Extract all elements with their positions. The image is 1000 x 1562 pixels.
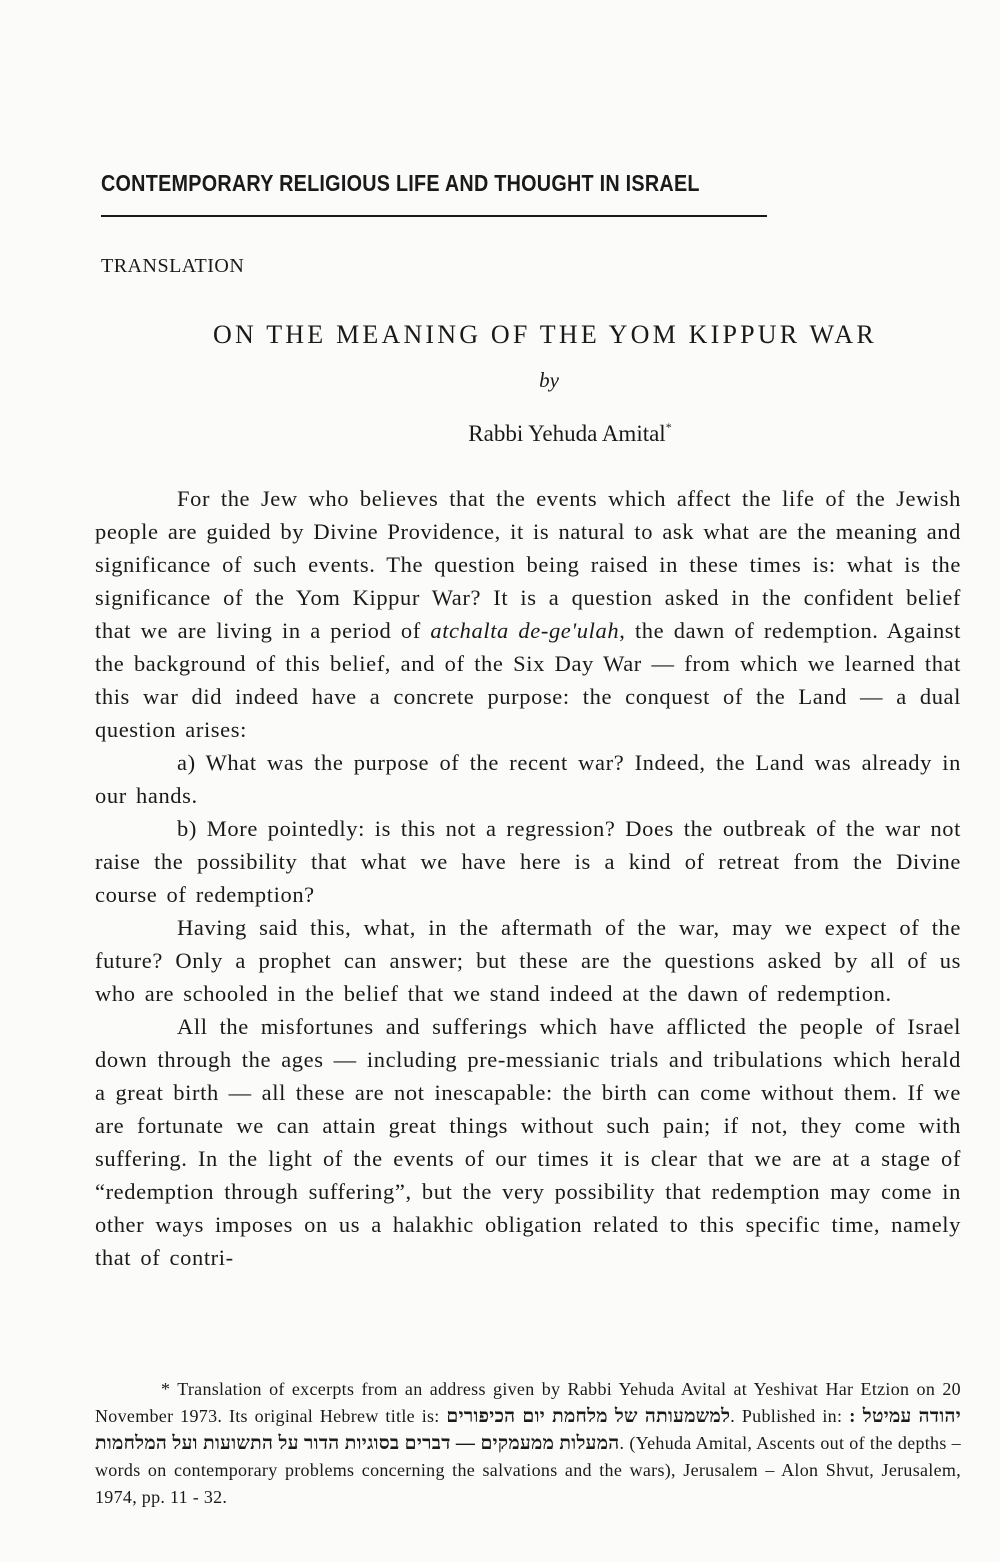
footnote-ref-mark: * bbox=[665, 420, 672, 434]
footnote-text-part: . Published in: bbox=[730, 1406, 850, 1426]
hebrew-title: למשמעותה של מלחמת יום הכיפורים bbox=[446, 1406, 731, 1427]
article-title: ON THE MEANING OF THE YOM KIPPUR WAR bbox=[213, 320, 877, 349]
section-title: CONTEMPORARY RELIGIOUS LIFE AND THOUGHT IN ISRAEL bbox=[101, 170, 700, 196]
paragraph-future: Having said this, what, in the aftermath of the war, may we expect of the future? Only a prophet can answer; but these are the questions asked by all of us who are schooled in the belief that we stand indeed at the dawn of redemption. bbox=[95, 915, 961, 1006]
paragraph-text: , the dawn of redemption. Against the background of this belief, and of the Six Day War — from which we learned that this war did indeed have a concrete purpose: the conquest of the Land — a dual question arises: bbox=[95, 618, 961, 742]
paragraph-text: For the Jew who believes that the events which affect the life of the Jewish people are guided by Divine Providence, it is natural to ask what are the meaning and significance of such events. The question being raised in these times is: what is the significance of the Yom Kippur War? It is a question asked in the confident belief that we are living in a period of bbox=[95, 486, 961, 643]
kicker-label: TRANSLATION bbox=[101, 255, 245, 277]
article-body bbox=[95, 482, 961, 1274]
question-b: b) More pointedly: is this not a regression? Does the outbreak of the war not raise the possibility that what we have here is a kind of retreat from the Divine course of redemption? bbox=[95, 816, 961, 907]
footnote-text bbox=[95, 1376, 961, 1511]
author-name: Rabbi Yehuda Amital bbox=[468, 421, 666, 446]
hebrew-source: יהודה עמיטל : המעלות ממעמקים — דברים בסוגיות הדור על התשועות ועל המלחמות bbox=[95, 1406, 961, 1454]
hebrew-term: atchalta de-ge'ulah bbox=[430, 618, 620, 643]
footnote-text-part: Translation of excerpts from an address given by Rabbi Yehuda Avital at Yeshivat Har Etzion on 20 November 1973. Its original Hebrew title is: bbox=[95, 1379, 961, 1426]
byline-by: by bbox=[539, 368, 559, 392]
footnote-text-part: . (Yehuda Amital, Ascents out of the depths – words on contemporary problems concerning the salvations and the wars), Jerusalem – Alon Shvut, Jerusalem, 1974, pp. 11 - 32. bbox=[95, 1433, 961, 1507]
footnote-mark: * bbox=[161, 1379, 171, 1399]
header-rule bbox=[101, 215, 767, 217]
document-page bbox=[95, 0, 965, 1562]
question-a: a) What was the purpose of the recent war? Indeed, the Land was already in our hands. bbox=[95, 750, 961, 808]
footnote bbox=[95, 1376, 961, 1511]
paragraph-misfortunes: All the misfortunes and sufferings which have afflicted the people of Israel down through the ages — including pre-messianic trials and tribulations which herald a great birth — all these are not inescapable: the birth can come without them. If we are fortunate we can attain great things without such pain; if not, they come with suffering. In the light of the events of our times it is clear that we are at a stage of “redemption through suffering”, but the very possibility that redemption may come in other ways imposes on us a halakhic obligation related to this specific time, namely that of contri- bbox=[95, 1014, 961, 1270]
paragraph-intro bbox=[95, 482, 961, 746]
author-line bbox=[95, 420, 965, 447]
